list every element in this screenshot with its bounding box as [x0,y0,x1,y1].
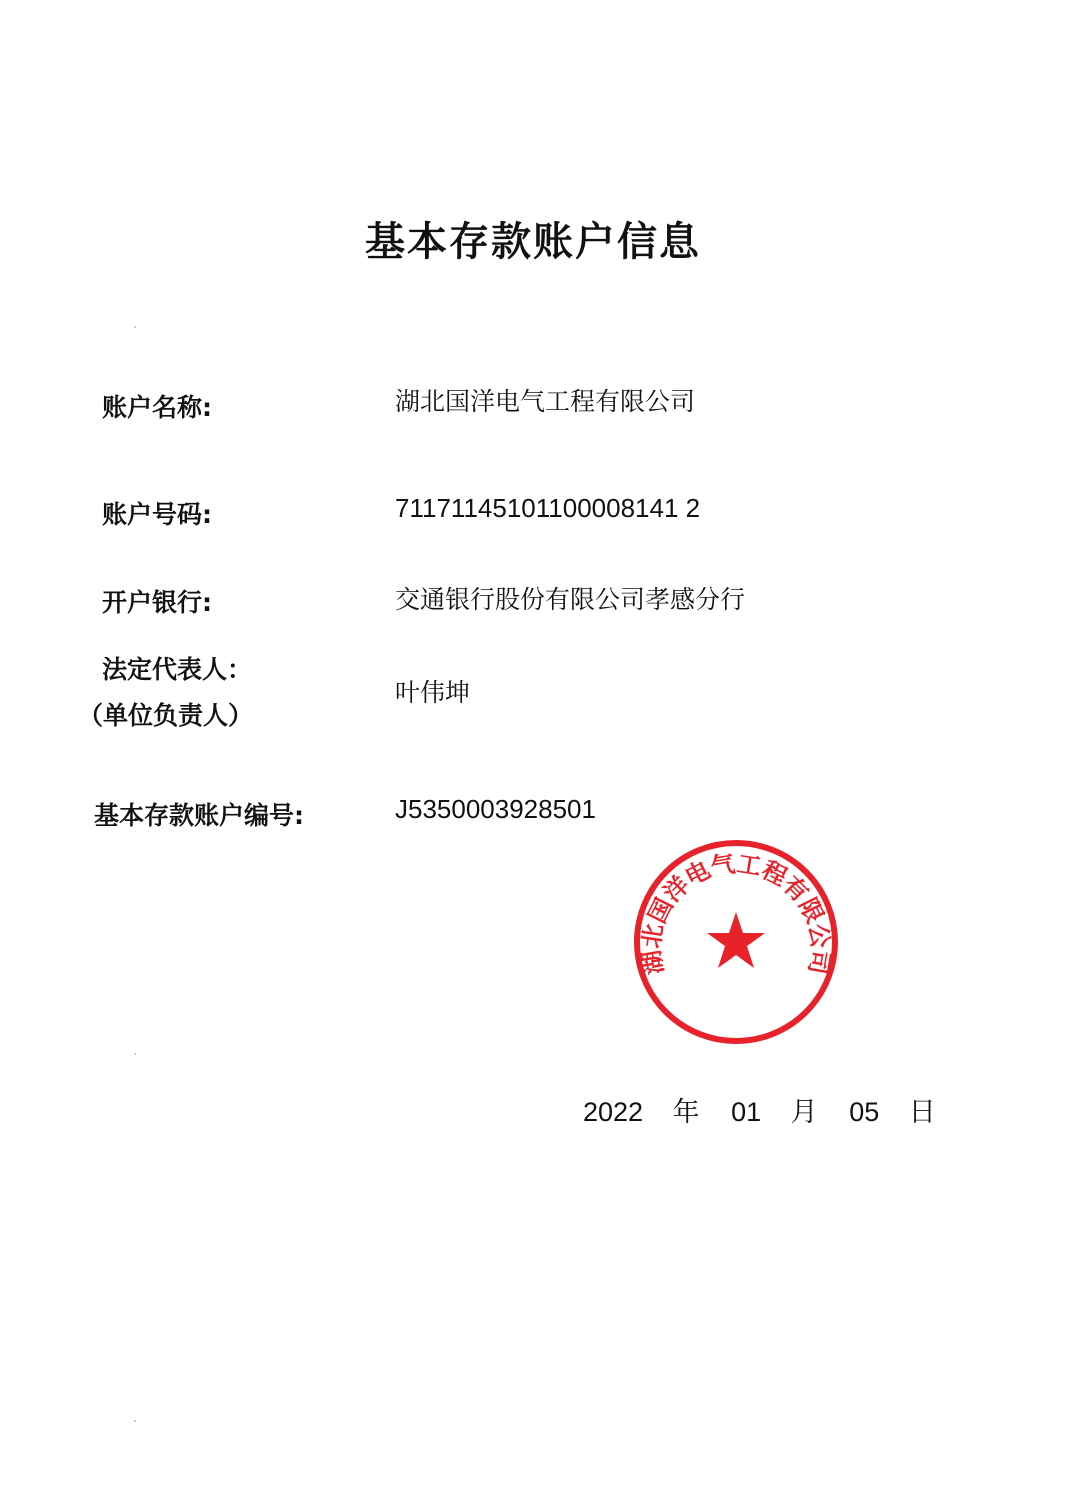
account-name-label: 账户名称: [102,393,212,422]
date-month-unit: 月 [790,1097,818,1127]
date-year-unit: 年 [672,1097,700,1127]
bank-label: 开户银行: [102,588,212,617]
seal-star-icon [707,912,765,968]
date-day: 05 [849,1097,880,1127]
document-title: 基本存款账户信息 [365,219,701,265]
account-name-value: 湖北国洋电气工程有限公司 [395,387,696,416]
legal-rep-label-line1: 法定代表人： [102,655,253,684]
document-date [583,1090,936,1129]
date-year: 2022 [583,1097,644,1127]
legal-rep-label-line2: （单位负责人） [78,701,254,730]
account-number-value: 71171145101100008141 2 [395,493,701,523]
bank-value: 交通银行股份有限公司孝感分行 [395,585,746,614]
date-month: 01 [731,1097,762,1127]
scan-speck [134,326,136,328]
scan-speck [134,1053,136,1055]
date-day-unit: 日 [908,1097,936,1127]
company-seal [632,838,840,1046]
scan-speck [134,1420,136,1422]
account-number-label: 账户号码: [102,500,212,529]
basic-account-id-value: J5350003928501 [395,794,596,824]
seal-text: 湖北国洋电气工程有限公司 [637,849,835,977]
legal-rep-value: 叶伟坤 [395,678,471,707]
basic-account-id-label: 基本存款账户编号: [94,801,304,830]
